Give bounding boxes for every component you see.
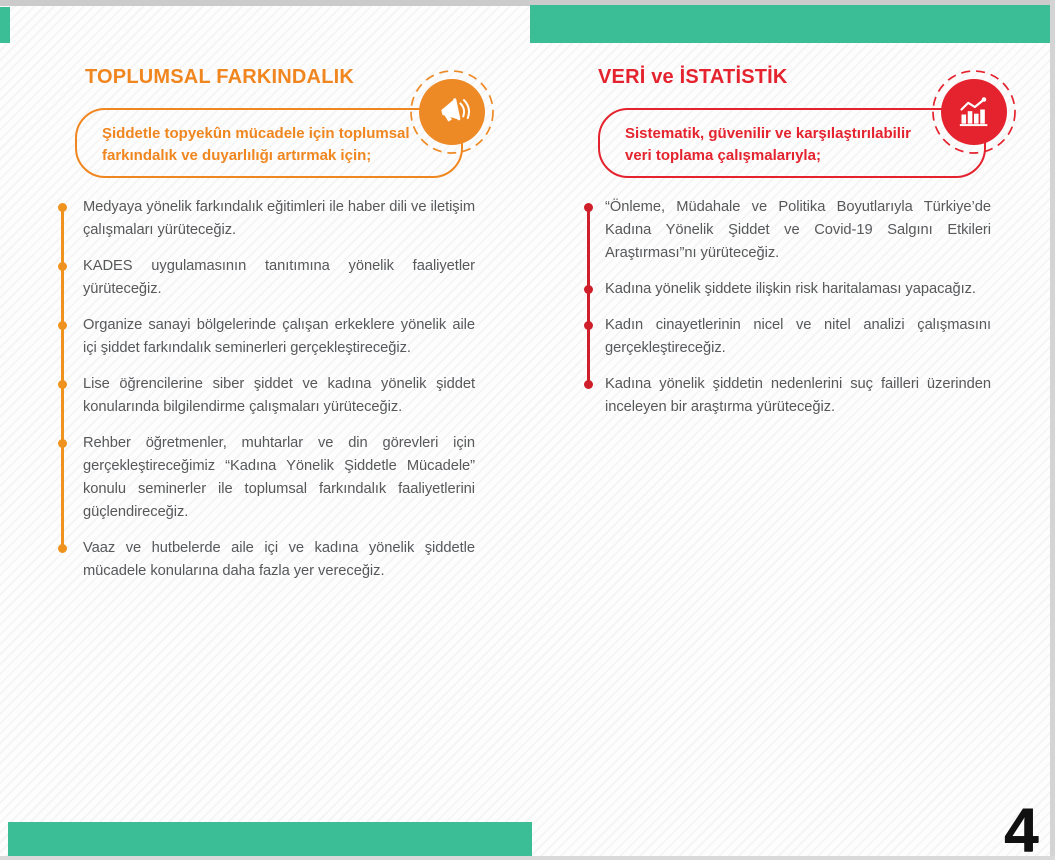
list-item [605,278,991,301]
bullet-dot [584,203,593,212]
megaphone-icon-disc [419,79,485,145]
list-item [605,196,991,265]
section-title-veri-istatistik: VERİ ve İSTATİSTİK [598,66,788,88]
list-item-text: KADES uygulamasının tanıtımına yönelik faaliyetler yürüteceğiz. [83,258,475,297]
callout-text-line: Şiddetle topyekûn mücadele için toplumsal [102,125,410,142]
callout-text-line: Sistematik, güvenilir ve karşılaştırılabilir [625,125,911,142]
bullet-connector-line [587,207,590,385]
page-edge-bottom [0,856,1055,860]
bullet-connector-line [61,207,64,549]
list-item [83,314,475,360]
page-edge-right [1050,0,1055,860]
bullet-dot [58,544,67,553]
megaphone-icon [409,69,495,155]
list-item-text: Kadına yönelik şiddetin nedenlerini suç failleri üzerinden inceleyen bir araştırma yürüteceğiz. [605,376,991,415]
list-item [83,255,475,301]
list-item [83,432,475,524]
bullet-dot [584,321,593,330]
bullet-dot [584,285,593,294]
list-item-text: Medyaya yönelik farkındalık eğitimleri ile haber dili ve iletişim çalışmaları yürüteceğiz. [83,199,475,238]
callout-box-left [75,108,463,178]
callout-text-line: farkındalık ve duyarlılığı artırmak için; [102,147,372,164]
list-item-text: Organize sanayi bölgelerinde çalışan erkeklere yönelik aile içi şiddet farkındalık seminerleri gerçekleştireceğiz. [83,317,475,356]
teal-bar-bottom-left [8,822,532,856]
list-item-text: “Önleme, Müdahale ve Politika Boyutlarıyla Türkiye’de Kadına Yönelik Şiddet ve Covid-19 Salgını Etkileri Araştırması”nı yürüteceğiz. [605,199,991,261]
list-item [83,537,475,583]
bullet-dot [58,380,67,389]
bullet-dot [58,439,67,448]
callout-text-line: veri toplama çalışmalarıyla; [625,147,821,164]
list-item-text: Vaaz ve hutbelerde aile içi ve kadına yönelik şiddetle mücadele konularına daha fazla yer vereceğiz. [83,540,475,579]
callout-box-right [598,108,986,178]
bar-chart-icon-disc [941,79,1007,145]
left-item-list [83,196,475,596]
bullet-dot [58,262,67,271]
list-item [605,373,991,419]
bar-chart-icon [931,69,1017,155]
list-item [83,196,475,242]
page-number: 4 [1004,796,1039,865]
section-title-toplumsal-farkindalik: TOPLUMSAL FARKINDALIK [85,66,355,88]
list-item [83,373,475,419]
list-item-text: Rehber öğretmenler, muhtarlar ve din görevleri için gerçekleştireceğimiz “Kadına Yönelik Şiddetle Mücadele” konulu seminerler ile toplumsal farkındalık faaliyetlerini güçlendireceğiz. [83,435,475,520]
bullet-dot [58,203,67,212]
list-item-text: Kadına yönelik şiddete ilişkin risk haritalaması yapacağız. [605,281,976,297]
list-item-text: Kadın cinayetlerinin nicel ve nitel analizi çalışmasını gerçekleştireceğiz. [605,317,991,356]
bullet-dot [58,321,67,330]
list-item-text: Lise öğrencilerine siber şiddet ve kadına yönelik şiddet konularında bilgilendirme çalışmaları yürüteceğiz. [83,376,475,415]
teal-bar-top-right [530,5,1050,43]
right-item-list [605,196,991,432]
list-item [605,314,991,360]
teal-accent-top-left [0,7,10,43]
bullet-dot [584,380,593,389]
